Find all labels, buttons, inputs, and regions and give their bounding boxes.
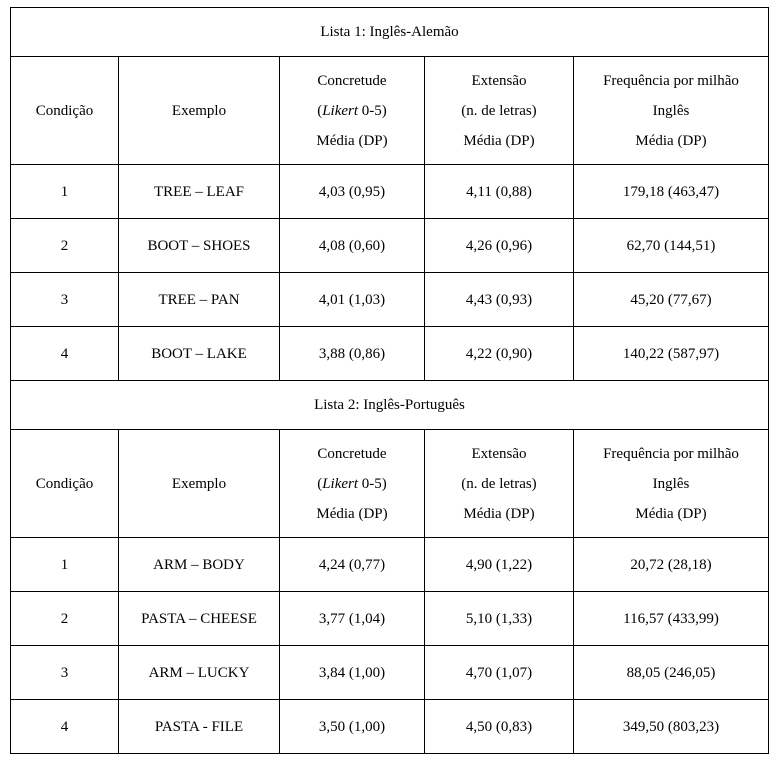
cell-frequencia: 140,22 (587,97) — [574, 327, 769, 381]
cell-exemplo: BOOT – LAKE — [119, 327, 280, 381]
header-frequencia: Frequência por milhão Inglês Média (DP) — [574, 57, 769, 165]
table-row — [11, 700, 769, 754]
cell-condicao: 4 — [11, 700, 119, 754]
cell-extensao: 4,90 (1,22) — [425, 538, 574, 592]
cell-frequencia: 62,70 (144,51) — [574, 219, 769, 273]
table-row — [11, 646, 769, 700]
cell-concretude: 4,01 (1,03) — [280, 273, 425, 327]
header-concretude: Concretude (Likert 0-5) Média (DP) — [280, 430, 425, 538]
table-row — [11, 273, 769, 327]
cell-extensao: 5,10 (1,33) — [425, 592, 574, 646]
stimuli-table — [10, 7, 769, 754]
cell-concretude: 4,08 (0,60) — [280, 219, 425, 273]
cell-extensao: 4,11 (0,88) — [425, 165, 574, 219]
cell-concretude: 3,88 (0,86) — [280, 327, 425, 381]
cell-frequencia: 45,20 (77,67) — [574, 273, 769, 327]
header-row — [11, 430, 769, 538]
cell-extensao: 4,26 (0,96) — [425, 219, 574, 273]
cell-extensao: 4,70 (1,07) — [425, 646, 574, 700]
header-extensao: Extensão (n. de letras) Média (DP) — [425, 57, 574, 165]
cell-exemplo: ARM – LUCKY — [119, 646, 280, 700]
cell-concretude: 3,77 (1,04) — [280, 592, 425, 646]
cell-condicao: 4 — [11, 327, 119, 381]
cell-extensao: 4,22 (0,90) — [425, 327, 574, 381]
list-title: Lista 2: Inglês-Português — [11, 381, 769, 430]
header-row — [11, 57, 769, 165]
cell-concretude: 4,24 (0,77) — [280, 538, 425, 592]
cell-exemplo: ARM – BODY — [119, 538, 280, 592]
cell-condicao: 2 — [11, 219, 119, 273]
cell-frequencia: 116,57 (433,99) — [574, 592, 769, 646]
header-exemplo: Exemplo — [119, 430, 280, 538]
header-frequencia: Frequência por milhão Inglês Média (DP) — [574, 430, 769, 538]
cell-condicao: 1 — [11, 538, 119, 592]
table-row — [11, 165, 769, 219]
cell-frequencia: 349,50 (803,23) — [574, 700, 769, 754]
cell-frequencia: 179,18 (463,47) — [574, 165, 769, 219]
cell-concretude: 3,84 (1,00) — [280, 646, 425, 700]
table-row — [11, 592, 769, 646]
cell-condicao: 2 — [11, 592, 119, 646]
cell-concretude: 4,03 (0,95) — [280, 165, 425, 219]
table-row — [11, 219, 769, 273]
list-title-row — [11, 8, 769, 57]
cell-exemplo: TREE – PAN — [119, 273, 280, 327]
cell-frequencia: 20,72 (28,18) — [574, 538, 769, 592]
cell-exemplo: BOOT – SHOES — [119, 219, 280, 273]
header-extensao: Extensão (n. de letras) Média (DP) — [425, 430, 574, 538]
header-condicao: Condição — [11, 57, 119, 165]
cell-condicao: 3 — [11, 273, 119, 327]
cell-condicao: 1 — [11, 165, 119, 219]
cell-exemplo: PASTA – CHEESE — [119, 592, 280, 646]
cell-condicao: 3 — [11, 646, 119, 700]
cell-exemplo: PASTA - FILE — [119, 700, 280, 754]
list-title-row — [11, 381, 769, 430]
cell-extensao: 4,43 (0,93) — [425, 273, 574, 327]
header-condicao: Condição — [11, 430, 119, 538]
table-row — [11, 327, 769, 381]
cell-extensao: 4,50 (0,83) — [425, 700, 574, 754]
cell-concretude: 3,50 (1,00) — [280, 700, 425, 754]
list-title: Lista 1: Inglês-Alemão — [11, 8, 769, 57]
cell-frequencia: 88,05 (246,05) — [574, 646, 769, 700]
header-exemplo: Exemplo — [119, 57, 280, 165]
header-concretude: Concretude (Likert 0-5) Média (DP) — [280, 57, 425, 165]
cell-exemplo: TREE – LEAF — [119, 165, 280, 219]
table-row — [11, 538, 769, 592]
